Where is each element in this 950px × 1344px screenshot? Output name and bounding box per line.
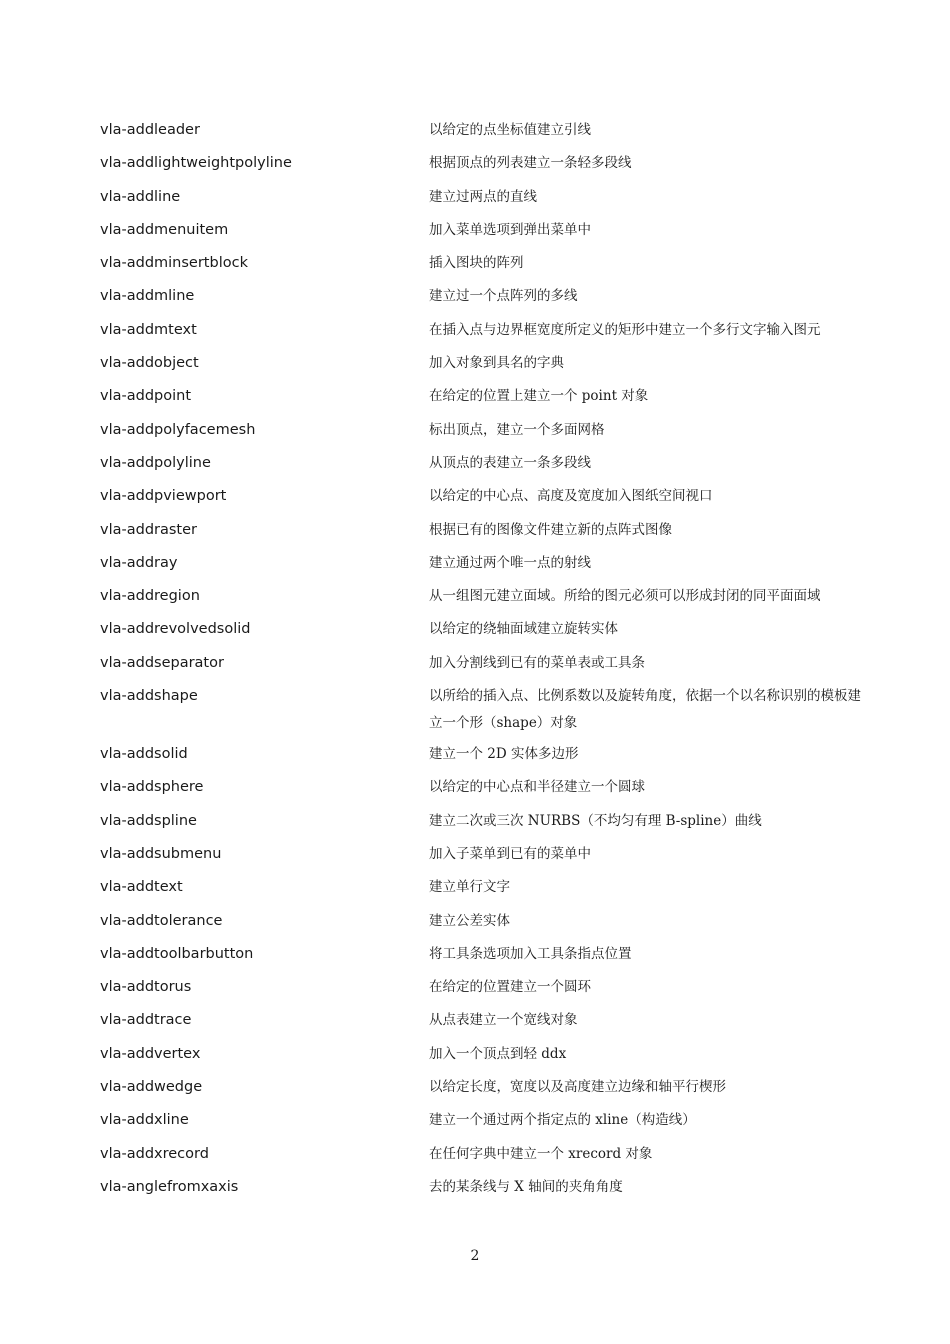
function-entry	[100, 808, 870, 841]
function-entry	[100, 1107, 870, 1140]
function-description: 加入对象到具名的字典	[429, 355, 564, 372]
function-description: 去的某条线与 X 轴间的夹角角度	[429, 1178, 623, 1195]
function-entry	[100, 941, 870, 974]
function-description: 在插入点与边界框宽度所定义的矩形中建立一个多行文字输入图元	[429, 321, 821, 338]
function-description: 建立一个通过两个指定点的 xline（构造线）	[429, 1112, 696, 1129]
function-description: 以给定的点坐标值建立引线	[429, 122, 591, 138]
function-description: 在任何字典中建立一个 xrecord 对象	[429, 1145, 653, 1162]
function-list	[100, 117, 870, 1207]
function-entry	[100, 741, 870, 774]
function-description: 在给定的位置建立一个圆环	[429, 979, 591, 996]
function-entry	[100, 974, 870, 1007]
function-name: vla-addleader	[100, 122, 200, 138]
function-name: vla-addxline	[100, 1112, 189, 1129]
function-description: 加入菜单选项到弹出菜单中	[429, 221, 591, 238]
function-name: vla-addtrace	[100, 1012, 192, 1029]
function-name: vla-addobject	[100, 355, 199, 372]
function-entry	[100, 1141, 870, 1174]
function-description: 建立公差实体	[429, 912, 510, 929]
function-name: vla-addsphere	[100, 779, 204, 796]
function-description: 加入分割线到已有的菜单表或工具条	[429, 654, 645, 671]
function-entry	[100, 283, 870, 316]
function-entry	[100, 650, 870, 683]
function-name: vla-addmline	[100, 288, 195, 305]
function-entry	[100, 383, 870, 416]
function-entry	[100, 1074, 870, 1107]
function-entry	[100, 517, 870, 550]
function-name: vla-addxrecord	[100, 1145, 209, 1162]
function-name: vla-addtorus	[100, 979, 192, 996]
function-entry	[100, 184, 870, 217]
function-entry	[100, 417, 870, 450]
function-entry	[100, 550, 870, 583]
function-description: 建立通过两个唯一点的射线	[429, 554, 591, 571]
function-description: 插入图块的阵列	[429, 255, 524, 272]
function-entry	[100, 1041, 870, 1074]
function-description: 建立过一个点阵列的多线	[429, 288, 578, 305]
function-description: 在给定的位置上建立一个 point 对象	[429, 388, 649, 405]
function-description: 以给定的中心点和半径建立一个圆球	[429, 779, 645, 796]
function-description: 加入一个顶点到轻 ddx	[429, 1045, 567, 1062]
function-entry	[100, 117, 870, 150]
function-name: vla-addtext	[100, 879, 183, 896]
function-entry	[100, 450, 870, 483]
function-name: vla-addshape	[100, 688, 198, 705]
function-description: 以所给的插入点、比例系数以及旋转角度，依据一个以名称识别的模板建立一个形（shape）对象	[429, 688, 861, 732]
function-entry	[100, 774, 870, 807]
function-name: vla-addtoolbarbutton	[100, 945, 254, 962]
function-description: 标出顶点，建立一个多面网格	[429, 421, 605, 438]
function-entry	[100, 583, 870, 616]
function-entry	[100, 874, 870, 907]
function-description: 以给定的绕轴面域建立旋转实体	[429, 621, 618, 638]
function-name: vla-anglefromxaxis	[100, 1178, 239, 1195]
function-description: 根据顶点的列表建立一条轻多段线	[429, 155, 632, 172]
function-name: vla-addmenuitem	[100, 221, 229, 238]
function-name: vla-addminsertblock	[100, 255, 248, 272]
function-entry	[100, 217, 870, 250]
function-description: 建立过两点的直线	[429, 188, 537, 205]
function-entry	[100, 683, 870, 741]
function-description: 建立二次或三次 NURBS（不均匀有理 B-spline）曲线	[429, 812, 762, 829]
function-description: 以给定长度，宽度以及高度建立边缘和轴平行楔形	[429, 1079, 726, 1096]
function-name: vla-addvertex	[100, 1045, 201, 1062]
function-description: 以给定的中心点、高度及宽度加入图纸空间视口	[429, 488, 713, 505]
function-entry	[100, 841, 870, 874]
function-name: vla-addtolerance	[100, 912, 223, 929]
function-name: vla-addraster	[100, 521, 197, 538]
function-entry	[100, 908, 870, 941]
function-name: vla-addpolyline	[100, 454, 211, 471]
function-description: 根据已有的图像文件建立新的点阵式图像	[429, 521, 672, 538]
function-name: vla-addseparator	[100, 654, 224, 671]
function-entry	[100, 250, 870, 283]
function-name: vla-addpolyfacemesh	[100, 421, 256, 438]
function-name: vla-addline	[100, 188, 181, 205]
function-name: vla-addmtext	[100, 321, 197, 338]
function-description: 建立单行文字	[429, 879, 510, 896]
function-name: vla-addpviewport	[100, 488, 227, 505]
function-entry	[100, 1007, 870, 1040]
function-description: 加入子菜单到已有的菜单中	[429, 845, 591, 862]
function-entry	[100, 317, 870, 350]
function-name: vla-addspline	[100, 812, 197, 829]
function-name: vla-addsolid	[100, 746, 188, 763]
function-name: vla-addsubmenu	[100, 845, 222, 862]
function-name: vla-addwedge	[100, 1079, 203, 1096]
function-description: 从顶点的表建立一条多段线	[429, 454, 591, 471]
function-entry	[100, 350, 870, 383]
function-name: vla-addpoint	[100, 388, 192, 405]
function-name: vla-addlightweightpolyline	[100, 155, 292, 172]
function-description: 建立一个 2D 实体多边形	[429, 746, 579, 763]
function-name: vla-addray	[100, 554, 178, 571]
function-name: vla-addregion	[100, 588, 200, 605]
function-description: 从点表建立一个宽线对象	[429, 1012, 578, 1029]
function-description: 从一组图元建立面域。所给的图元必须可以形成封闭的同平面面域	[429, 588, 821, 605]
function-name: vla-addrevolvedsolid	[100, 621, 251, 638]
function-entry	[100, 1174, 870, 1207]
page-number: 2	[470, 1248, 480, 1264]
function-description: 将工具条选项加入工具条指点位置	[429, 945, 632, 962]
function-entry	[100, 616, 870, 649]
function-entry	[100, 483, 870, 516]
function-entry	[100, 150, 870, 183]
